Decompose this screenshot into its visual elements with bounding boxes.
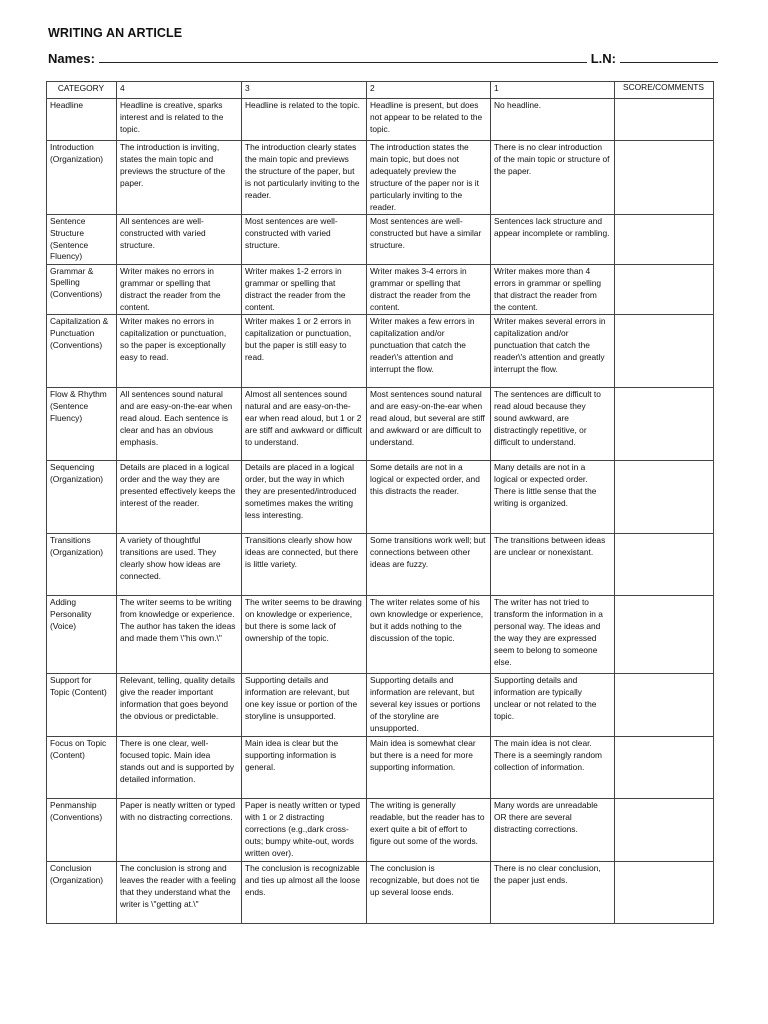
category-cell: Introduction (Organization): [47, 141, 117, 215]
criteria-1-cell: Writer makes more than 4 errors in grammar or spelling that distract the reader from the content.: [491, 264, 615, 315]
score-comments-cell[interactable]: [615, 861, 714, 923]
score-comments-cell[interactable]: [615, 315, 714, 388]
category-cell: Sentence Structure (Sentence Fluency): [47, 215, 117, 264]
criteria-3-cell: Almost all sentences sound natural and are easy-on-the-ear when read aloud, but 1 or 2 are stiff and awkward or difficult to understand.: [242, 388, 367, 461]
criteria-4-cell: Details are placed in a logical order and the way they are presented effectively keeps the interest of the reader.: [117, 461, 242, 534]
criteria-4-cell: The introduction is inviting, states the main topic and previews the structure of the paper.: [117, 141, 242, 215]
rubric-header-row: [47, 82, 714, 99]
header-score-4: 4: [117, 82, 242, 99]
criteria-2-cell: Most sentences are well-constructed but have a similar structure.: [367, 215, 491, 264]
names-blank[interactable]: [99, 51, 587, 63]
criteria-2-cell: Supporting details and information are relevant, but several key issues or portions of the storyline are unsupported.: [367, 674, 491, 737]
criteria-4-cell: Paper is neatly written or typed with no distracting corrections.: [117, 798, 242, 861]
criteria-4-cell: All sentences are well-constructed with varied structure.: [117, 215, 242, 264]
category-cell: Headline: [47, 99, 117, 141]
category-cell: Adding Personality (Voice): [47, 596, 117, 674]
criteria-2-cell: Main idea is somewhat clear but there is a need for more supporting information.: [367, 736, 491, 798]
ln-label: L.N:: [590, 51, 616, 66]
criteria-2-cell: The introduction states the main topic, but does not adequately preview the structure of the paper nor is it particularly inviting to the reader.: [367, 141, 491, 215]
criteria-4-cell: A variety of thoughtful transitions are used. They clearly show how ideas are connected.: [117, 534, 242, 596]
category-cell: Conclusion (Organization): [47, 861, 117, 923]
criteria-4-cell: Relevant, telling, quality details give the reader important information that goes beyond the obvious or predictable.: [117, 674, 242, 737]
criteria-3-cell: Paper is neatly written or typed with 1 or 2 distracting corrections (e.g.,dark cross-outs; bumpy white-out, words written over).: [242, 798, 367, 861]
rubric-body: [47, 99, 714, 924]
rubric-row: [47, 215, 714, 264]
header-score-1: 1: [491, 82, 615, 99]
document-title: WRITING AN ARTICLE: [48, 26, 183, 40]
score-comments-cell[interactable]: [615, 461, 714, 534]
criteria-3-cell: Writer makes 1 or 2 errors in capitalization or punctuation, but the paper is still easy to read.: [242, 315, 367, 388]
header-category: CATEGORY: [47, 82, 117, 99]
score-comments-cell[interactable]: [615, 674, 714, 737]
criteria-1-cell: There is no clear conclusion, the paper just ends.: [491, 861, 615, 923]
criteria-4-cell: Writer makes no errors in grammar or spelling that distract the reader from the content.: [117, 264, 242, 315]
header-score-2: 2: [367, 82, 491, 99]
category-cell: Sequencing (Organization): [47, 461, 117, 534]
criteria-1-cell: The sentences are difficult to read aloud because they sound awkward, are distractingly repetitive, or difficult to understand.: [491, 388, 615, 461]
criteria-4-cell: All sentences sound natural and are easy-on-the-ear when read aloud. Each sentence is clear and has an obvious emphasis.: [117, 388, 242, 461]
criteria-2-cell: The writer relates some of his own knowledge or experience, but it adds nothing to the discussion of the topic.: [367, 596, 491, 674]
score-comments-cell[interactable]: [615, 388, 714, 461]
criteria-2-cell: The conclusion is recognizable, but does not tie up several loose ends.: [367, 861, 491, 923]
rubric-row: [47, 798, 714, 861]
criteria-1-cell: Many words are unreadable OR there are several distracting corrections.: [491, 798, 615, 861]
category-cell: Support for Topic (Content): [47, 674, 117, 737]
category-cell: Penmanship (Conventions): [47, 798, 117, 861]
criteria-3-cell: Supporting details and information are relevant, but one key issue or portion of the storyline is unsupported.: [242, 674, 367, 737]
names-label: Names:: [48, 51, 95, 66]
criteria-3-cell: The introduction clearly states the main topic and previews the structure of the paper, but is not particularly inviting to the reader.: [242, 141, 367, 215]
score-comments-cell[interactable]: [615, 215, 714, 264]
criteria-2-cell: Headline is present, but does not appear to be related to the topic.: [367, 99, 491, 141]
score-comments-cell[interactable]: [615, 99, 714, 141]
criteria-4-cell: Headline is creative, sparks interest and is related to the topic.: [117, 99, 242, 141]
rubric-row: [47, 674, 714, 737]
category-cell: Grammar & Spelling (Conventions): [47, 264, 117, 315]
criteria-4-cell: The conclusion is strong and leaves the reader with a feeling that they understand what the writer is \"getting at.\": [117, 861, 242, 923]
criteria-1-cell: Writer makes several errors in capitalization and/or punctuation that catch the reader\'s attention and greatly interrupt the flow.: [491, 315, 615, 388]
criteria-1-cell: The writer has not tried to transform the information in a personal way. The ideas and the way they are expressed seem to belong to someone else.: [491, 596, 615, 674]
score-comments-cell[interactable]: [615, 534, 714, 596]
category-cell: Focus on Topic (Content): [47, 736, 117, 798]
rubric-row: [47, 461, 714, 534]
score-comments-cell[interactable]: [615, 798, 714, 861]
criteria-3-cell: Headline is related to the topic.: [242, 99, 367, 141]
header-score-3: 3: [242, 82, 367, 99]
category-cell: Flow & Rhythm (Sentence Fluency): [47, 388, 117, 461]
rubric-row: [47, 388, 714, 461]
rubric-row: [47, 264, 714, 315]
criteria-1-cell: There is no clear introduction of the main topic or structure of the paper.: [491, 141, 615, 215]
criteria-4-cell: The writer seems to be writing from knowledge or experience. The author has taken the ideas and made them \"his own.\": [117, 596, 242, 674]
names-line: [48, 51, 718, 66]
criteria-3-cell: Most sentences are well-constructed with varied structure.: [242, 215, 367, 264]
rubric-row: [47, 141, 714, 215]
criteria-3-cell: The conclusion is recognizable and ties up almost all the loose ends.: [242, 861, 367, 923]
category-cell: Capitalization & Punctuation (Conventions): [47, 315, 117, 388]
criteria-3-cell: Transitions clearly show how ideas are connected, but there is little variety.: [242, 534, 367, 596]
criteria-4-cell: There is one clear, well-focused topic. Main idea stands out and is supported by detailed information.: [117, 736, 242, 798]
criteria-1-cell: Sentences lack structure and appear incomplete or rambling.: [491, 215, 615, 264]
criteria-1-cell: Supporting details and information are typically unclear or not related to the topic.: [491, 674, 615, 737]
rubric-row: [47, 99, 714, 141]
criteria-3-cell: The writer seems to be drawing on knowledge or experience, but there is some lack of ownership of the topic.: [242, 596, 367, 674]
score-comments-cell[interactable]: [615, 736, 714, 798]
criteria-2-cell: Most sentences sound natural and are easy-on-the-ear when read aloud, but several are stiff and awkward or are difficult to understand.: [367, 388, 491, 461]
rubric-row: [47, 736, 714, 798]
criteria-2-cell: Some details are not in a logical or expected order, and this distracts the reader.: [367, 461, 491, 534]
score-comments-cell[interactable]: [615, 596, 714, 674]
criteria-1-cell: The main idea is not clear. There is a seemingly random collection of information.: [491, 736, 615, 798]
score-comments-cell[interactable]: [615, 264, 714, 315]
criteria-3-cell: Writer makes 1-2 errors in grammar or spelling that distract the reader from the content.: [242, 264, 367, 315]
criteria-4-cell: Writer makes no errors in capitalization or punctuation, so the paper is exceptionally easy to read.: [117, 315, 242, 388]
rubric-table: [46, 81, 714, 924]
criteria-2-cell: Writer makes a few errors in capitalization and/or punctuation that catch the reader\'s attention and interrupt the flow.: [367, 315, 491, 388]
rubric-row: [47, 534, 714, 596]
criteria-1-cell: The transitions between ideas are unclear or nonexistant.: [491, 534, 615, 596]
criteria-1-cell: Many details are not in a logical or expected order. There is little sense that the writing is organized.: [491, 461, 615, 534]
score-comments-cell[interactable]: [615, 141, 714, 215]
rubric-row: [47, 315, 714, 388]
rubric-row: [47, 861, 714, 923]
category-cell: Transitions (Organization): [47, 534, 117, 596]
ln-blank[interactable]: [620, 51, 718, 63]
criteria-2-cell: The writing is generally readable, but the reader has to exert quite a bit of effort to figure out some of the words.: [367, 798, 491, 861]
criteria-1-cell: No headline.: [491, 99, 615, 141]
rubric-row: [47, 596, 714, 674]
criteria-2-cell: Writer makes 3-4 errors in grammar or spelling that distract the reader from the content.: [367, 264, 491, 315]
criteria-2-cell: Some transitions work well; but connections between other ideas are fuzzy.: [367, 534, 491, 596]
criteria-3-cell: Main idea is clear but the supporting information is general.: [242, 736, 367, 798]
header-score-comments: SCORE/COMMENTS: [615, 82, 714, 99]
criteria-3-cell: Details are placed in a logical order, but the way in which they are presented/introduced sometimes makes the writing less interesting.: [242, 461, 367, 534]
